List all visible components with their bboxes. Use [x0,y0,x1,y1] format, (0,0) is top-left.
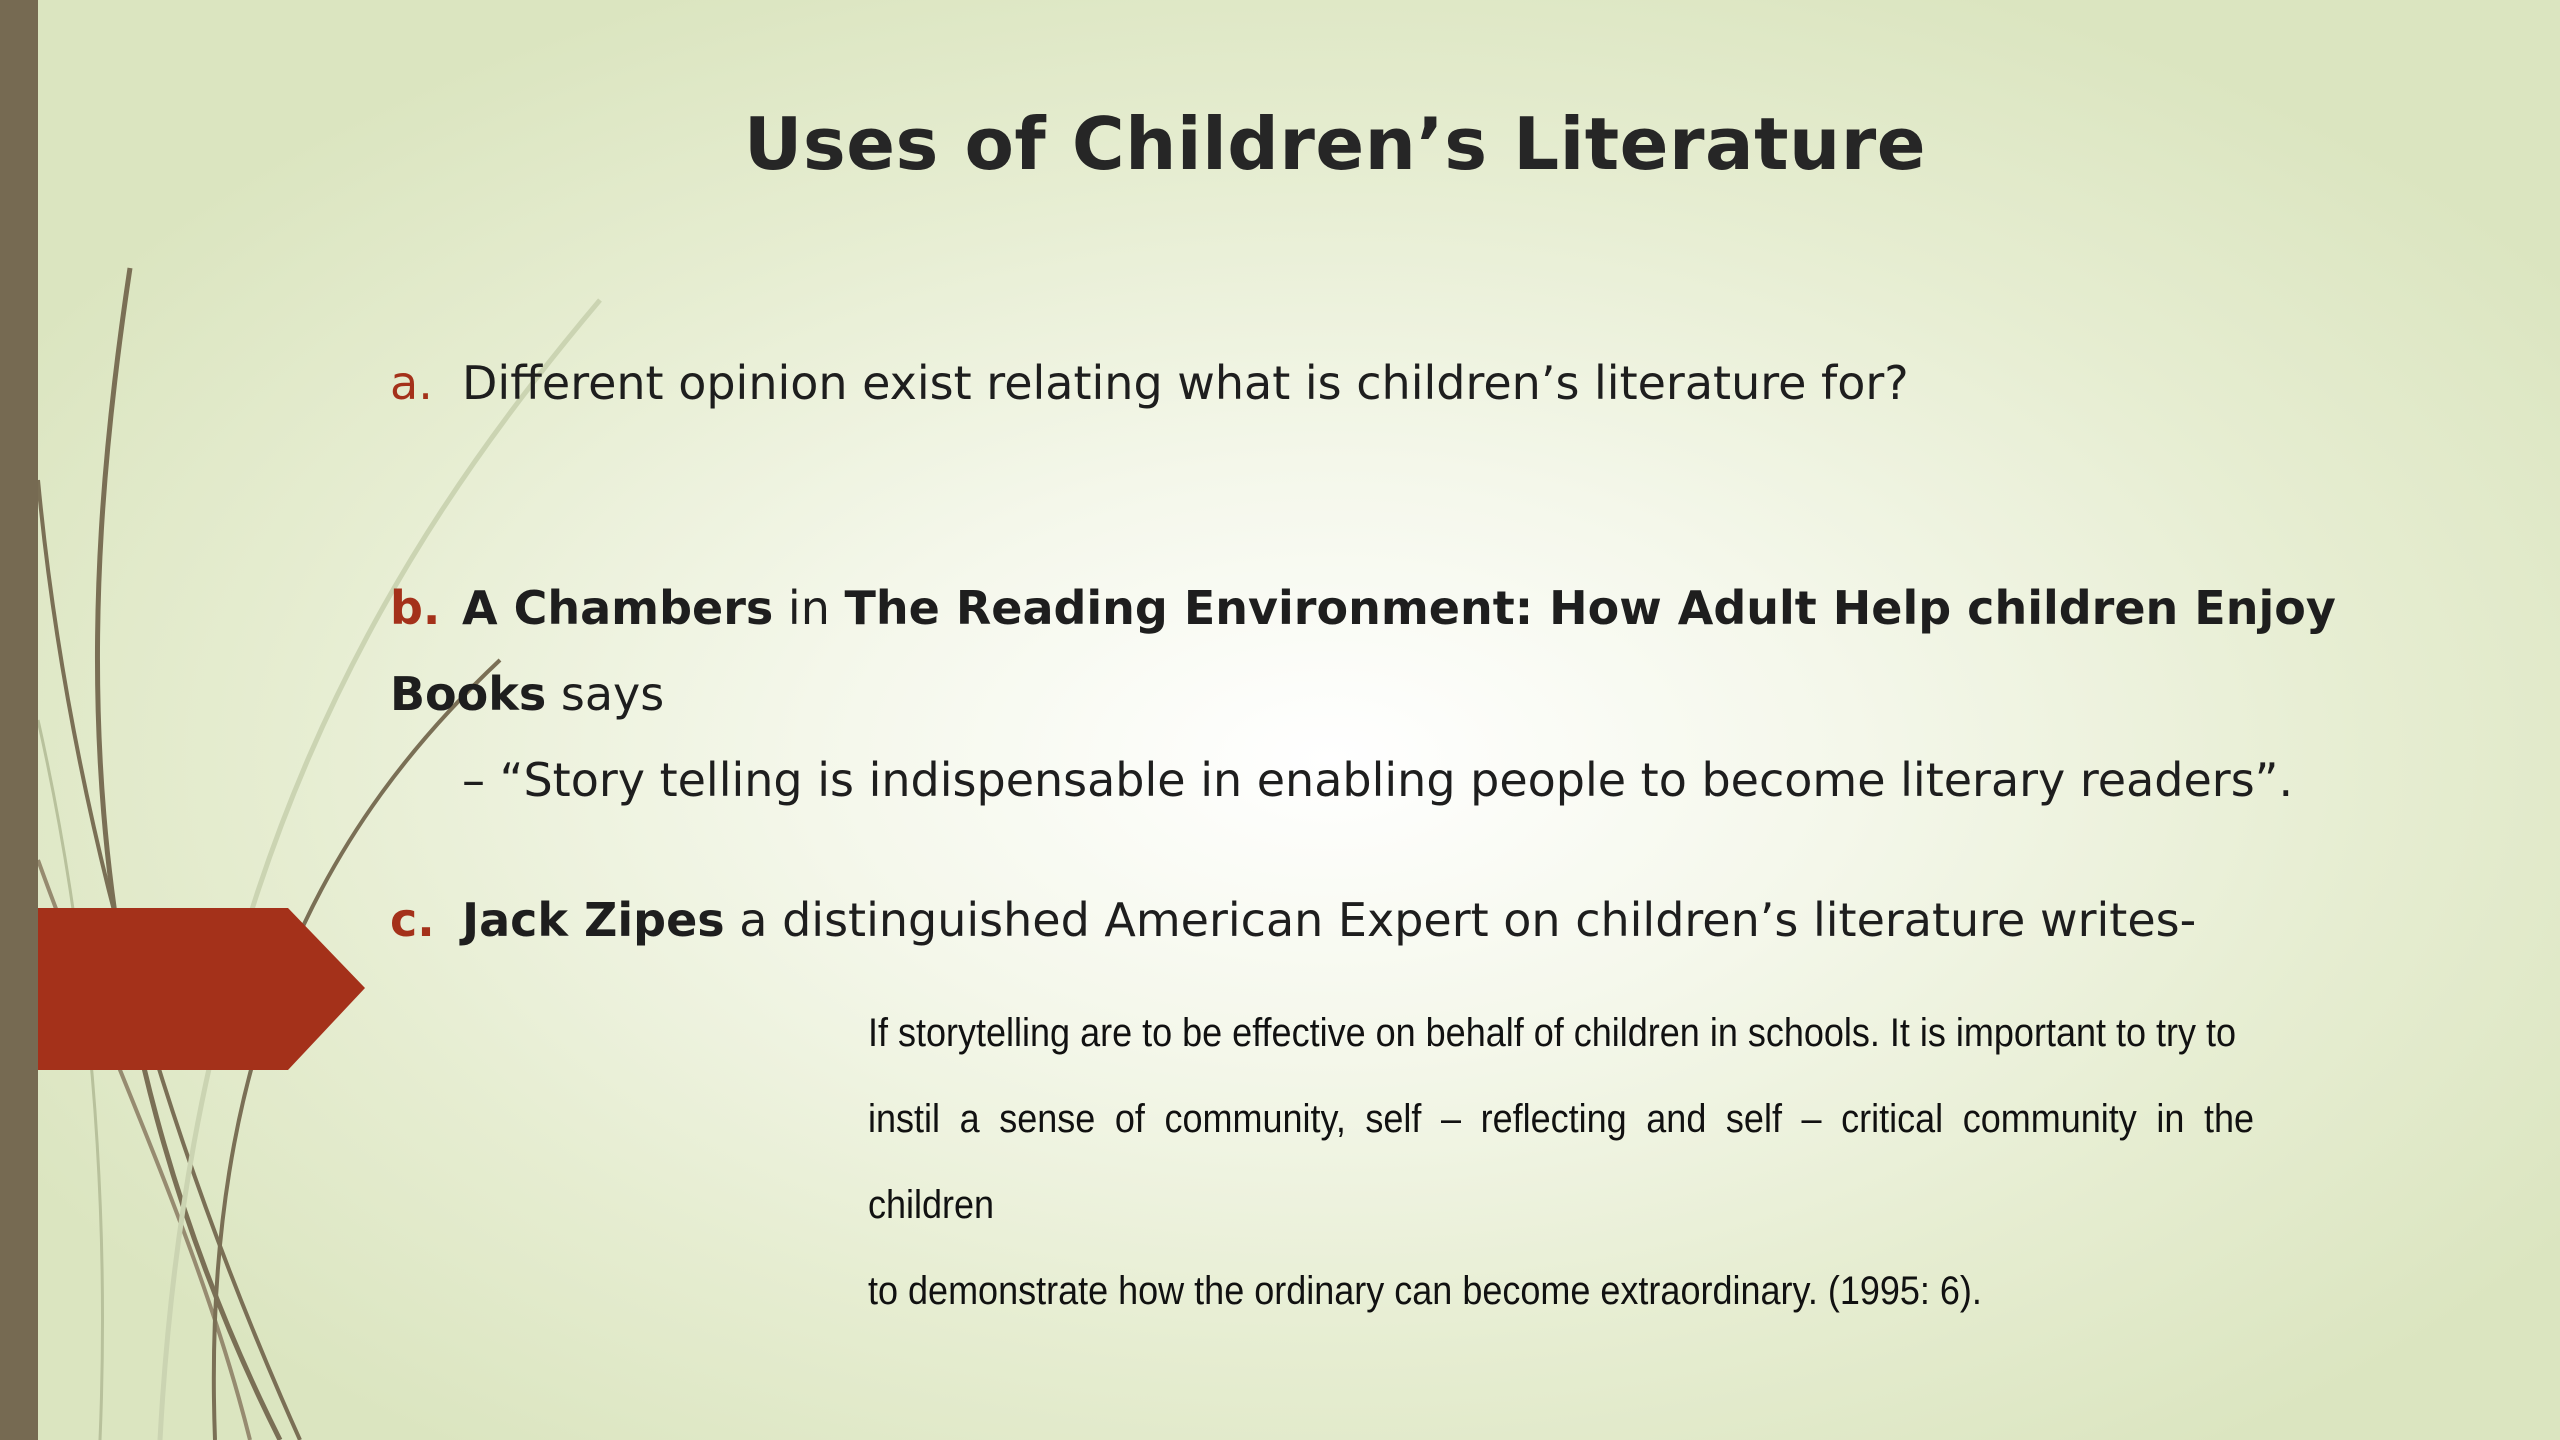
list-item-c [390,877,2430,963]
list-marker: b. [390,581,441,635]
accent-arrow-shape [0,908,365,1070]
connector-text: in [773,581,845,635]
quote-line: instil a sense of community, self – reflecting and self – critical community in the children [868,1097,2254,1227]
swoosh-line [97,268,280,1440]
quote-line: If storytelling are to be effective on behalf of children in schools. It is important to try to [868,1011,2237,1055]
quote-continuation: – “Story telling is indispensable in enabling people to become literary readers”. [462,753,2294,807]
author-name: Jack Zipes [462,893,725,947]
author-name: A Chambers [462,581,774,635]
slide-title: Uses of Children’s Literature [743,102,1927,186]
list-item-b [390,565,2430,823]
swoosh-line [160,300,600,1440]
item-text: Different opinion exist relating what is children’s literature for? [462,356,1909,410]
left-accent-bar [0,0,38,1440]
list-marker: a. [390,356,433,410]
block-quote [868,990,2254,1334]
item-text: a distinguished American Expert on children’s literature writes- [724,893,2197,947]
book-title: The Reading Environment: How Adult Help children Enjoy Books [390,581,2336,721]
item-text: says [546,667,665,721]
quote-line: to demonstrate how the ordinary can become extraordinary. (1995: 6). [868,1269,1982,1313]
list-marker: c. [390,893,435,947]
list-item-a [390,340,2430,426]
